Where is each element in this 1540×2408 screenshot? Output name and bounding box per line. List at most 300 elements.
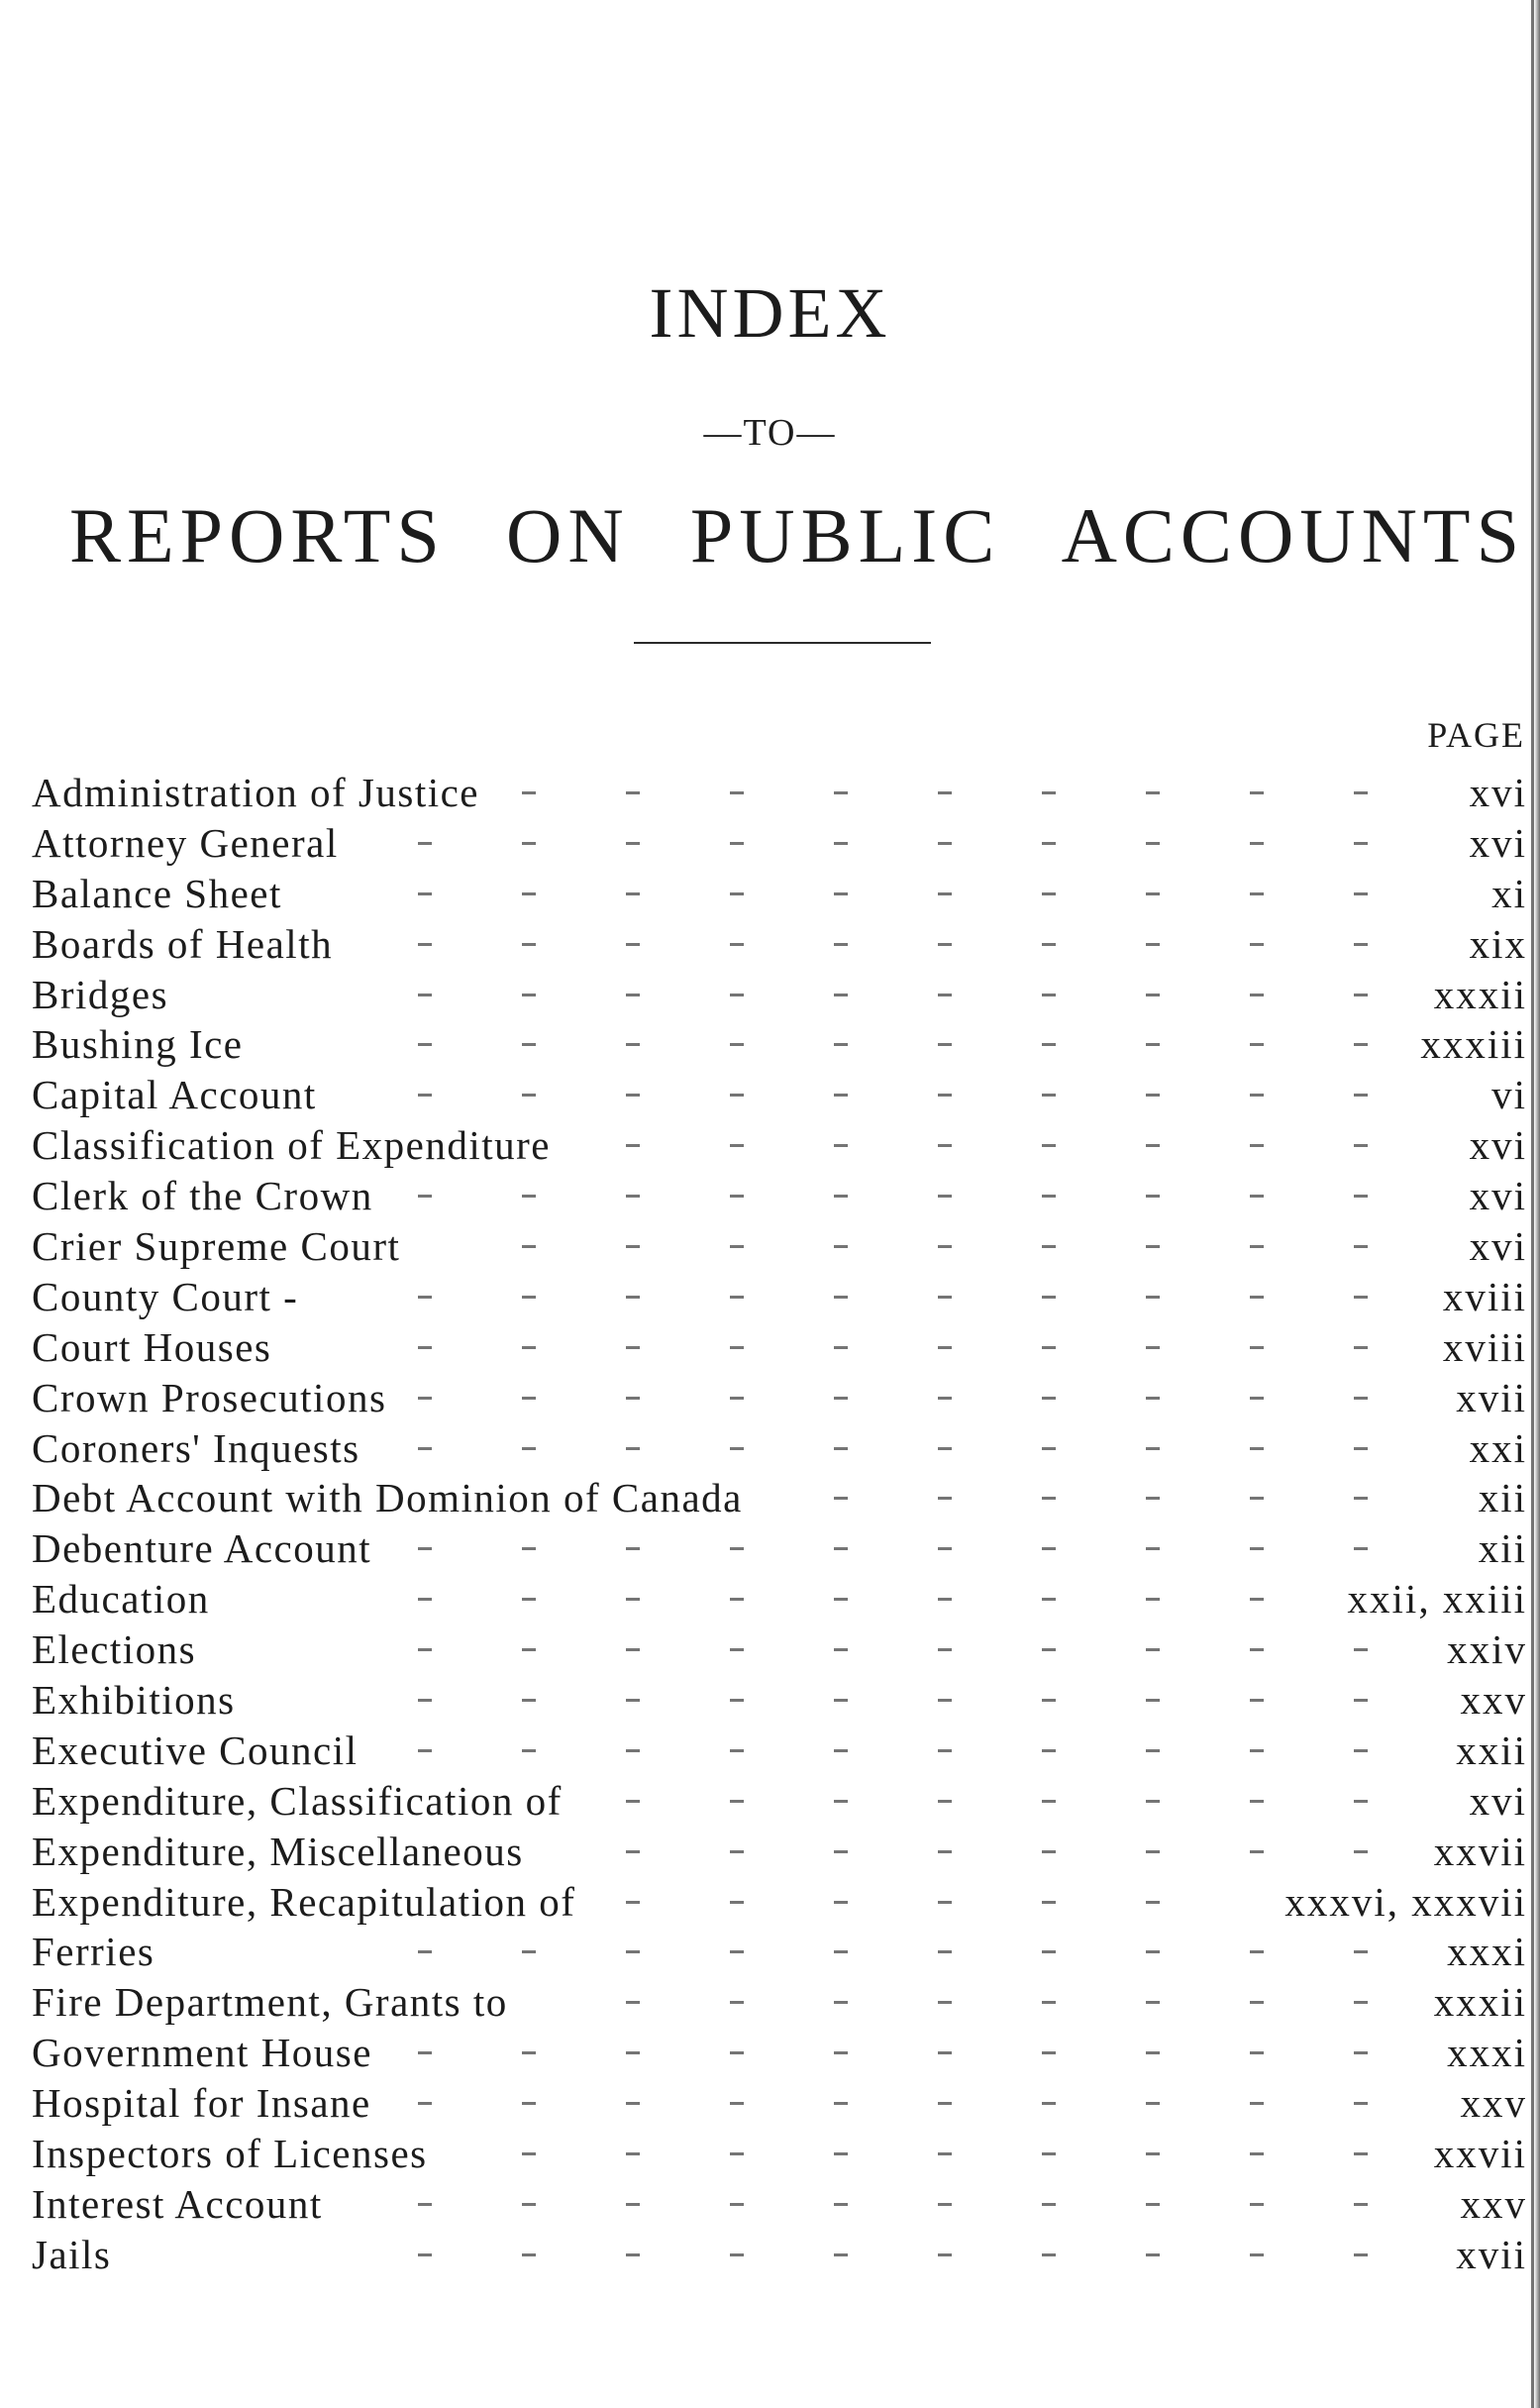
index-entry-label: Fire Department, Grants to [32, 1979, 508, 2026]
index-entry-label: Hospital for Insane [32, 2080, 371, 2127]
index-entry [32, 1927, 1527, 1977]
index-entry-page: xxxi [1447, 2030, 1527, 2076]
leader-dash [730, 1699, 744, 1702]
leader-dash [522, 1346, 536, 1349]
leader-dash [938, 791, 952, 794]
index-entry [32, 1070, 1527, 1120]
leader-dash [834, 1144, 848, 1147]
index-entry-page: xxxvi, xxxvii [1284, 1878, 1527, 1925]
index-entry-page: xvi [1469, 1777, 1527, 1824]
index-entry-page: xxii [1456, 1727, 1527, 1773]
leader-dash [938, 1094, 952, 1097]
leader-dash [1146, 2001, 1160, 2004]
leader-dash [1146, 1800, 1160, 1803]
index-entry-page: xix [1469, 920, 1527, 967]
leader-dash [938, 1296, 952, 1299]
leader-dash [1250, 2203, 1264, 2206]
leader-dash [1250, 1699, 1264, 1702]
leader-dash [1042, 1749, 1056, 1752]
leader-dash [730, 1749, 744, 1752]
leader-dash [938, 892, 952, 895]
leader-dash [730, 2203, 744, 2206]
leader-dash [834, 943, 848, 946]
leader-dash [730, 2051, 744, 2054]
leader-dash [1146, 2051, 1160, 2054]
leader-dash [730, 791, 744, 794]
index-entry-page: xvi [1469, 819, 1527, 866]
leader-dash [1042, 2102, 1056, 2105]
leader-dash [1250, 1749, 1264, 1752]
leader-dash [418, 2051, 432, 2054]
index-entry-label: County Court - [32, 1273, 299, 1319]
leader-dash [1250, 1497, 1264, 1500]
leader-dash [418, 1447, 432, 1450]
leader-dash [938, 1850, 952, 1853]
leader-dash [1042, 1901, 1056, 1904]
leader-dash [938, 1497, 952, 1500]
leader-dash [938, 2152, 952, 2155]
leader-dash [1354, 1195, 1368, 1198]
index-entry-page: xxxii [1433, 1979, 1527, 2026]
leader-dash [1146, 2203, 1160, 2206]
leader-dash [522, 1043, 536, 1046]
leader-dash [1354, 2253, 1368, 2256]
leader-dash [1354, 1043, 1368, 1046]
leader-dash [834, 1648, 848, 1651]
leader-dash [1042, 1648, 1056, 1651]
leader-dash [626, 2102, 640, 2105]
leader-dash [418, 2253, 432, 2256]
leader-dash [834, 2102, 848, 2105]
leader-dash [1146, 791, 1160, 794]
index-entry-label: Bushing Ice [32, 1021, 244, 1068]
index-entry-label: Government House [32, 2030, 372, 2076]
leader-dash [626, 1901, 640, 1904]
leader-dash [1146, 1195, 1160, 1198]
leader-dash [626, 994, 640, 996]
leader-dash [626, 1699, 640, 1702]
index-entry-page: xxv [1460, 2180, 1527, 2227]
leader-dash [1042, 1950, 1056, 1953]
index-entry-label: Inspectors of Licenses [32, 2131, 428, 2177]
leader-dash [522, 1699, 536, 1702]
leader-dash [626, 892, 640, 895]
leader-dash [418, 1950, 432, 1953]
index-entry-label: Elections [32, 1626, 197, 1673]
leader-dash [418, 1749, 432, 1752]
leader-dash [834, 2152, 848, 2155]
leader-dash [1042, 1800, 1056, 1803]
leader-dash [730, 943, 744, 946]
leader-dash [626, 943, 640, 946]
leader-dash [938, 1800, 952, 1803]
leader-dash [730, 1094, 744, 1097]
index-entry-label: Clerk of the Crown [32, 1173, 373, 1219]
leader-dash [1146, 842, 1160, 845]
leader-dash [938, 842, 952, 845]
leader-dash [418, 994, 432, 996]
leader-dash [1042, 1245, 1056, 1248]
leader-dash [522, 2102, 536, 2105]
leader-dash [834, 1950, 848, 1953]
leader-dash [1042, 2203, 1056, 2206]
leader-dash [1042, 1043, 1056, 1046]
leader-dash [1354, 1144, 1368, 1147]
leader-dash [1042, 1397, 1056, 1400]
index-entry-page: xvi [1469, 770, 1527, 815]
title-divider [634, 642, 931, 644]
leader-dash [1042, 1195, 1056, 1198]
leader-dash [626, 1598, 640, 1601]
index-entry-label: Classification of Expenditure [32, 1122, 551, 1169]
leader-dash [938, 1043, 952, 1046]
leader-dash [626, 2203, 640, 2206]
leader-dash [938, 2051, 952, 2054]
index-entry [32, 1171, 1527, 1221]
leader-dash [938, 1346, 952, 1349]
title-connector: —TO— [703, 412, 837, 454]
leader-dash [522, 842, 536, 845]
leader-dash [834, 1497, 848, 1500]
index-entry-page: xxv [1460, 1677, 1527, 1724]
leader-dash [626, 1950, 640, 1953]
index-entry-page: xvi [1469, 1173, 1527, 1219]
index-entry-page: xii [1478, 1525, 1527, 1572]
leader-dash [522, 2152, 536, 2155]
leader-dash [1146, 892, 1160, 895]
leader-dash [1250, 1850, 1264, 1853]
leader-dash [938, 2253, 952, 2256]
leader-dash [938, 1749, 952, 1752]
leader-dash [834, 1749, 848, 1752]
leader-dash [1354, 1648, 1368, 1651]
leader-dash [1146, 1950, 1160, 1953]
index-entry-page: xxv [1460, 2080, 1527, 2127]
index-entry-page: xxvii [1433, 2131, 1527, 2177]
leader-dash [1354, 1800, 1368, 1803]
index-entry [32, 1019, 1527, 1070]
leader-dash [1250, 1195, 1264, 1198]
leader-dash [1354, 1094, 1368, 1097]
index-entry-label: Executive Council [32, 1727, 359, 1773]
index-entry [32, 2028, 1527, 2078]
leader-dash [834, 1598, 848, 1601]
leader-dash [730, 2001, 744, 2004]
index-entry-page: xi [1491, 870, 1527, 916]
leader-dash [1042, 994, 1056, 996]
leader-dash [730, 892, 744, 895]
leader-dash [626, 1245, 640, 1248]
subtitle-word: REPORTS [69, 492, 446, 578]
leader-dash [938, 1901, 952, 1904]
leader-dash [626, 1144, 640, 1147]
leader-dash [834, 1043, 848, 1046]
leader-dash [418, 1043, 432, 1046]
leader-dash [1250, 1598, 1264, 1601]
leader-dash [1146, 1296, 1160, 1299]
leader-dash [1042, 1497, 1056, 1500]
index-entry [32, 2078, 1527, 2129]
index-entry-label: Balance Sheet [32, 870, 282, 916]
index-entry-label: Expenditure, Classification of [32, 1777, 563, 1824]
leader-dash [418, 1296, 432, 1299]
leader-dash [1354, 1850, 1368, 1853]
leader-dash [938, 1447, 952, 1450]
leader-dash [1250, 1648, 1264, 1651]
index-entry-page: xvii [1456, 2231, 1527, 2277]
leader-dash [1250, 2102, 1264, 2105]
leader-dash [626, 1397, 640, 1400]
leader-dash [626, 1749, 640, 1752]
leader-dash [1250, 1950, 1264, 1953]
leader-dash [1354, 943, 1368, 946]
leader-dash [418, 2203, 432, 2206]
leader-dash [1250, 2152, 1264, 2155]
leader-dash [522, 1245, 536, 1248]
index-entry-page: vi [1491, 1072, 1527, 1118]
leader-dash [834, 1800, 848, 1803]
leader-dash [1146, 1043, 1160, 1046]
leader-dash [1146, 1901, 1160, 1904]
leader-dash [938, 1950, 952, 1953]
leader-dash [730, 1800, 744, 1803]
leader-dash [522, 943, 536, 946]
leader-dash [730, 1195, 744, 1198]
leader-dash [1250, 1144, 1264, 1147]
leader-dash [730, 1447, 744, 1450]
index-entry [32, 970, 1527, 1020]
leader-dash [626, 1043, 640, 1046]
leader-dash [1250, 2051, 1264, 2054]
leader-dash [938, 2001, 952, 2004]
leader-dash [1146, 2102, 1160, 2105]
leader-dash [626, 1648, 640, 1651]
index-entry [32, 1272, 1527, 1322]
subtitle-word: PUBLIC [689, 492, 1001, 578]
leader-dash [1354, 1346, 1368, 1349]
leader-dash [938, 1648, 952, 1651]
index-entry [32, 1322, 1527, 1373]
leader-dash [730, 1950, 744, 1953]
leader-dash [834, 1901, 848, 1904]
leader-dash [626, 1195, 640, 1198]
index-entry [32, 1776, 1527, 1827]
leader-dash [626, 1850, 640, 1853]
leader-dash [626, 1447, 640, 1450]
leader-dash [522, 994, 536, 996]
leader-dash [834, 1547, 848, 1550]
leader-dash [730, 1397, 744, 1400]
leader-dash [730, 1648, 744, 1651]
index-entry [32, 1423, 1527, 1474]
leader-dash [730, 1901, 744, 1904]
leader-dash [1042, 1447, 1056, 1450]
leader-dash [1250, 791, 1264, 794]
leader-dash [730, 1598, 744, 1601]
leader-dash [834, 842, 848, 845]
leader-dash [1042, 1346, 1056, 1349]
index-entry-page: xii [1478, 1475, 1527, 1521]
leader-dash [938, 1144, 952, 1147]
index-entry [32, 1827, 1527, 1877]
leader-dash [1250, 1245, 1264, 1248]
leader-dash [730, 994, 744, 996]
leader-dash [522, 1648, 536, 1651]
leader-dash [834, 1397, 848, 1400]
leader-dash [834, 994, 848, 996]
index-entry-label: Jails [32, 2231, 112, 2277]
index-entry-page: xxvii [1433, 1828, 1527, 1874]
leader-dash [418, 1346, 432, 1349]
leader-dash [1146, 1699, 1160, 1702]
leader-dash [834, 1447, 848, 1450]
leader-dash [730, 1850, 744, 1853]
index-entry-label: Court Houses [32, 1323, 272, 1370]
leader-dash [1042, 2001, 1056, 2004]
leader-dash [1146, 1447, 1160, 1450]
leader-dash [522, 791, 536, 794]
leader-dash [834, 2253, 848, 2256]
leader-dash [522, 2051, 536, 2054]
leader-dash [938, 943, 952, 946]
leader-dash [522, 1397, 536, 1400]
leader-dash [1042, 791, 1056, 794]
index-entry [32, 2230, 1527, 2280]
leader-dash [522, 1195, 536, 1198]
leader-dash [1354, 2051, 1368, 2054]
leader-dash [1250, 1094, 1264, 1097]
leader-dash [1146, 943, 1160, 946]
leader-dash [730, 1245, 744, 1248]
leader-dash [1042, 842, 1056, 845]
leader-dash [938, 994, 952, 996]
leader-dash [1146, 1598, 1160, 1601]
leader-dash [1042, 1699, 1056, 1702]
leader-dash [1042, 2152, 1056, 2155]
leader-dash [938, 1598, 952, 1601]
leader-dash [1146, 1850, 1160, 1853]
leader-dash [1042, 1547, 1056, 1550]
leader-dash [1354, 892, 1368, 895]
leader-dash [1354, 1245, 1368, 1248]
index-entry-page: xvi [1469, 1223, 1527, 1270]
leader-dash [1354, 1497, 1368, 1500]
leader-dash [1354, 1950, 1368, 1953]
leader-dash [1354, 1749, 1368, 1752]
leader-dash [1146, 1346, 1160, 1349]
leader-dash [1250, 1447, 1264, 1450]
index-entry [32, 768, 1527, 818]
leader-dash [418, 842, 432, 845]
index-entry [32, 1473, 1527, 1523]
leader-dash [1250, 842, 1264, 845]
index-entry-page: xviii [1442, 1273, 1527, 1319]
index-entry [32, 869, 1527, 919]
leader-dash [1250, 1296, 1264, 1299]
leader-dash [418, 1094, 432, 1097]
leader-dash [522, 1749, 536, 1752]
leader-dash [1146, 1397, 1160, 1400]
leader-dash [1042, 2051, 1056, 2054]
index-entry-page: xxxi [1447, 1929, 1527, 1975]
leader-dash [1250, 994, 1264, 996]
leader-dash [834, 892, 848, 895]
page-title: INDEX [649, 273, 891, 353]
index-entry-label: Education [32, 1576, 210, 1623]
index-entry-label: Bridges [32, 971, 169, 1017]
leader-dash [834, 2001, 848, 2004]
leader-dash [522, 1296, 536, 1299]
index-entry-page: xxii, xxiii [1347, 1576, 1527, 1623]
leader-dash [418, 1648, 432, 1651]
leader-dash [730, 1547, 744, 1550]
leader-dash [418, 1547, 432, 1550]
leader-dash [1146, 1648, 1160, 1651]
leader-dash [626, 1800, 640, 1803]
leader-dash [834, 791, 848, 794]
leader-dash [1354, 791, 1368, 794]
leader-dash [626, 1346, 640, 1349]
subtitle-word: ON [506, 492, 630, 578]
document-subtitle [69, 492, 1525, 578]
leader-dash [418, 1699, 432, 1702]
leader-dash [418, 1195, 432, 1198]
leader-dash [834, 1195, 848, 1198]
index-entry-label: Debenture Account [32, 1525, 372, 1572]
leader-dash [1146, 1144, 1160, 1147]
leader-dash [1354, 842, 1368, 845]
index-entry-label: Crown Prosecutions [32, 1374, 387, 1420]
leader-dash [730, 1296, 744, 1299]
index-entry-label: Attorney General [32, 819, 339, 866]
leader-dash [834, 2203, 848, 2206]
leader-dash [1250, 2253, 1264, 2256]
leader-dash [730, 2102, 744, 2105]
leader-dash [1354, 2203, 1368, 2206]
leader-dash [1146, 1497, 1160, 1500]
index-entry [32, 1624, 1527, 1675]
leader-dash [522, 2253, 536, 2256]
leader-dash [1354, 1699, 1368, 1702]
index-entry-page: xviii [1442, 1323, 1527, 1370]
leader-dash [938, 1195, 952, 1198]
leader-dash [626, 842, 640, 845]
index-entry-page: xvii [1456, 1374, 1527, 1420]
leader-dash [418, 892, 432, 895]
index-entry [32, 1221, 1527, 1272]
leader-dash [522, 1094, 536, 1097]
leader-dash [626, 2001, 640, 2004]
leader-dash [626, 791, 640, 794]
index-entry-label: Crier Supreme Court [32, 1223, 401, 1270]
leader-dash [522, 1598, 536, 1601]
leader-dash [1042, 2253, 1056, 2256]
leader-dash [1354, 1397, 1368, 1400]
leader-dash [1250, 2001, 1264, 2004]
leader-dash [626, 1094, 640, 1097]
leader-dash [1250, 943, 1264, 946]
leader-dash [626, 2253, 640, 2256]
page-edge [1534, 0, 1540, 2408]
index-entry [32, 2129, 1527, 2179]
index-list [32, 768, 1527, 2280]
leader-dash [1250, 1043, 1264, 1046]
page-column-heading: PAGE [1427, 715, 1525, 755]
leader-dash [1042, 1598, 1056, 1601]
leader-dash [1146, 2253, 1160, 2256]
leader-dash [1354, 1547, 1368, 1550]
leader-dash [938, 1699, 952, 1702]
